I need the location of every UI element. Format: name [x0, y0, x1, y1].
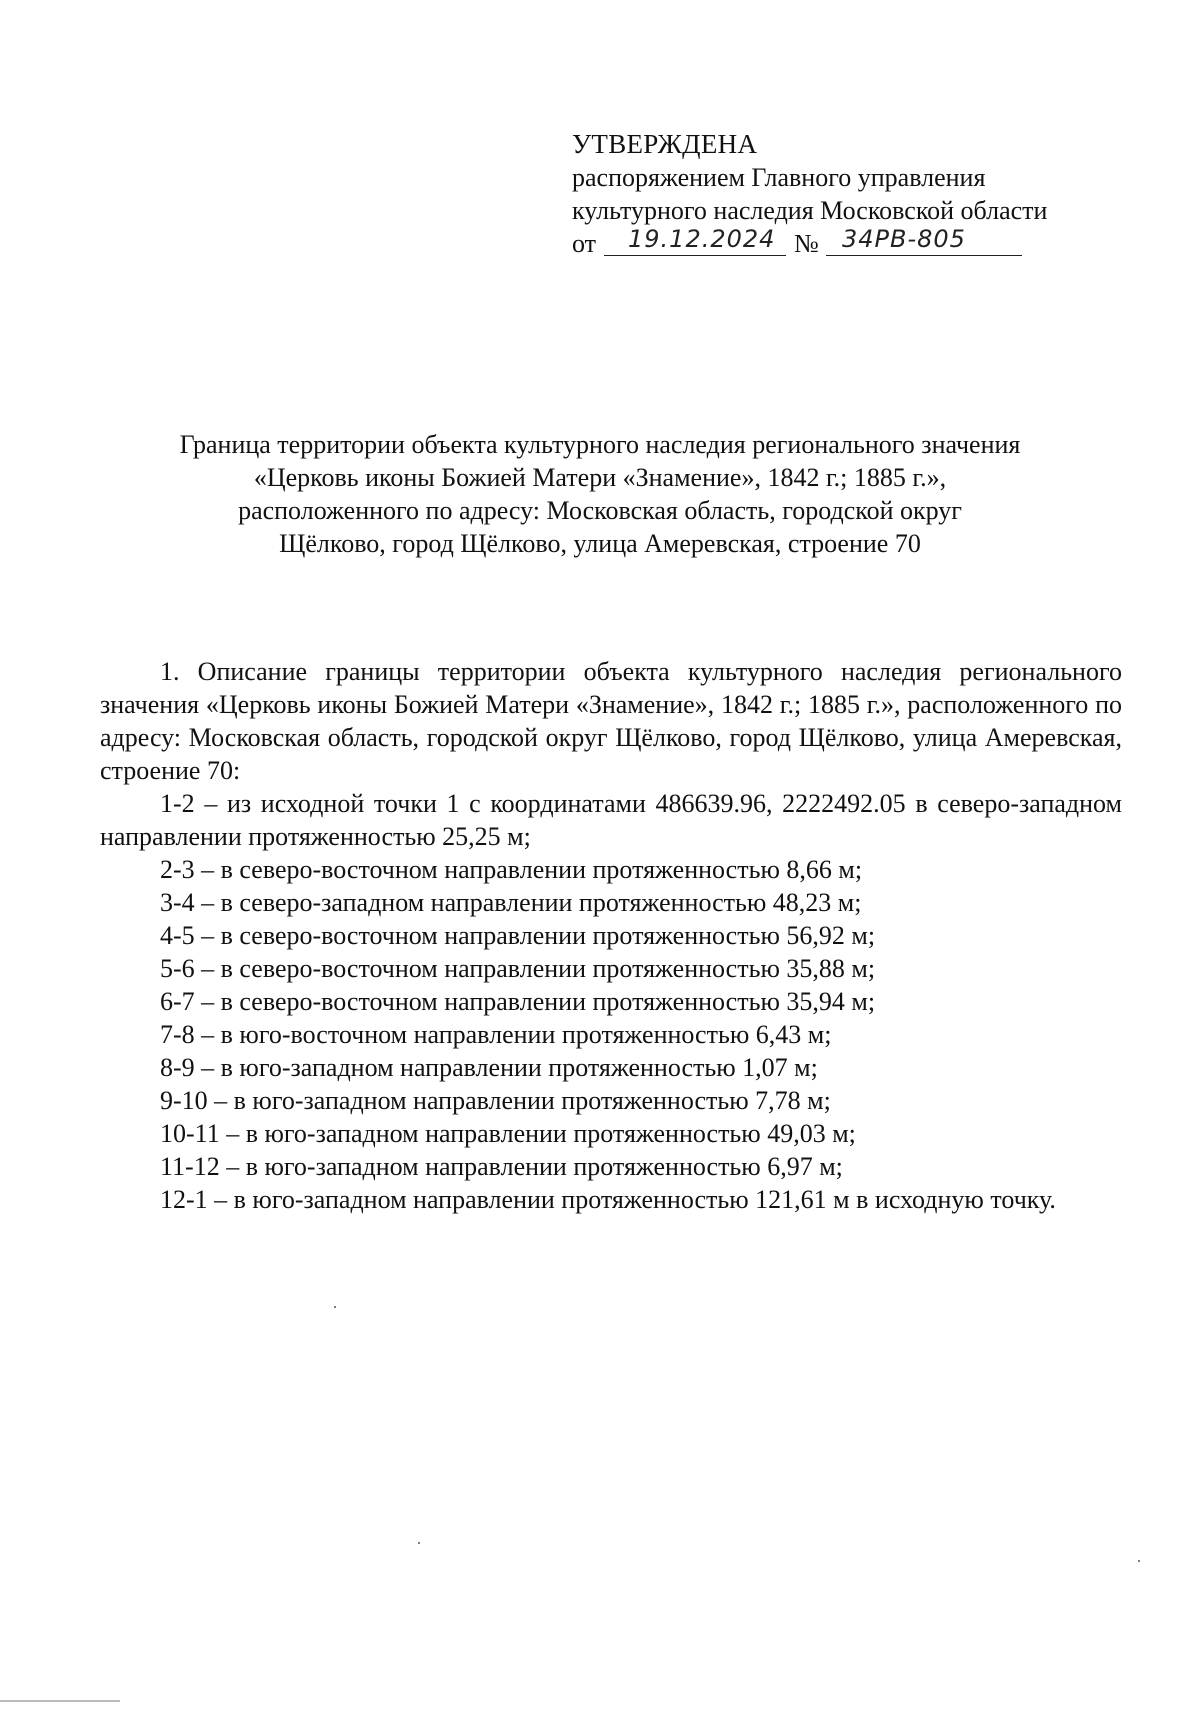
list-item: 8-9 – в юго-западном направлении протяженностью 1,07 м; — [160, 1053, 818, 1082]
from-label: от — [572, 229, 597, 258]
scan-speck — [334, 1306, 336, 1308]
list-item: 12-1 – в юго-западном направлении протяженностью 121,61 м в исходную точку. — [160, 1185, 1056, 1214]
approval-line-2: культурного наследия Московской области — [572, 196, 1048, 225]
title-line-2: «Церковь иконы Божией Матери «Знамение», 1842 г.; 1885 г.», — [253, 463, 947, 492]
list-item: 5-6 – в северо-восточном направлении протяженностью 35,88 м; — [160, 954, 876, 983]
scan-speck — [1138, 1560, 1140, 1562]
list-item: 3-4 – в северо-западном направлении протяженностью 48,23 м; — [160, 888, 862, 917]
approval-date-number-line — [572, 227, 1047, 260]
approval-stamp-block — [572, 128, 1047, 260]
list-item: 2-3 – в северо-восточном направлении протяженностью 8,66 м; — [160, 855, 863, 884]
handwritten-number: 34РВ-805 — [842, 225, 966, 253]
list-item: 9-10 – в юго-западном направлении протяженностью 7,78 м; — [160, 1086, 831, 1115]
list-item: 6-7 – в северо-восточном направлении протяженностью 35,94 м; — [160, 987, 876, 1016]
section-intro: 1. Описание границы территории объекта культурного наследия регионального значения «Церковь иконы Божией Матери «Знамение», 1842 г.; 1885 г.», расположенного по адресу: Московская область, городской округ Щёлково, город Щёлково, улица Амеревская, строение 70: — [100, 657, 1122, 785]
title-line-4: Щёлково, город Щёлково, улица Амеревская, строение 70 — [279, 529, 921, 558]
document-title — [100, 428, 1100, 560]
approval-line-1: распоряжением Главного управления — [572, 163, 986, 192]
list-item: 11-12 – в юго-западном направлении протяженностью 6,97 м; — [160, 1152, 843, 1181]
approval-heading: УТВЕРЖДЕНА — [572, 129, 758, 159]
title-line-1: Граница территории объекта культурного наследия регионального значения — [179, 430, 1021, 459]
title-line-3: расположенного по адресу: Московская область, городской округ — [238, 496, 962, 525]
list-item: 7-8 – в юго-восточном направлении протяженностью 6,43 м; — [160, 1020, 832, 1049]
boundary-segment-list — [100, 787, 1122, 1216]
handwritten-date: 19.12.2024 — [628, 225, 776, 253]
scan-edge-mark — [0, 1700, 120, 1702]
list-item: 10-11 – в юго-западном направлении протяженностью 49,03 м; — [160, 1119, 856, 1148]
number-label: № — [794, 229, 819, 258]
scan-speck — [418, 1542, 420, 1544]
list-item: 4-5 – в северо-восточном направлении протяженностью 56,92 м; — [160, 921, 876, 950]
boundary-description — [100, 655, 1122, 1216]
list-item: 1-2 – из исходной точки 1 с координатами 486639.96, 2222492.05 в северо-западном направлении протяженностью 25,25 м; — [100, 789, 1122, 851]
